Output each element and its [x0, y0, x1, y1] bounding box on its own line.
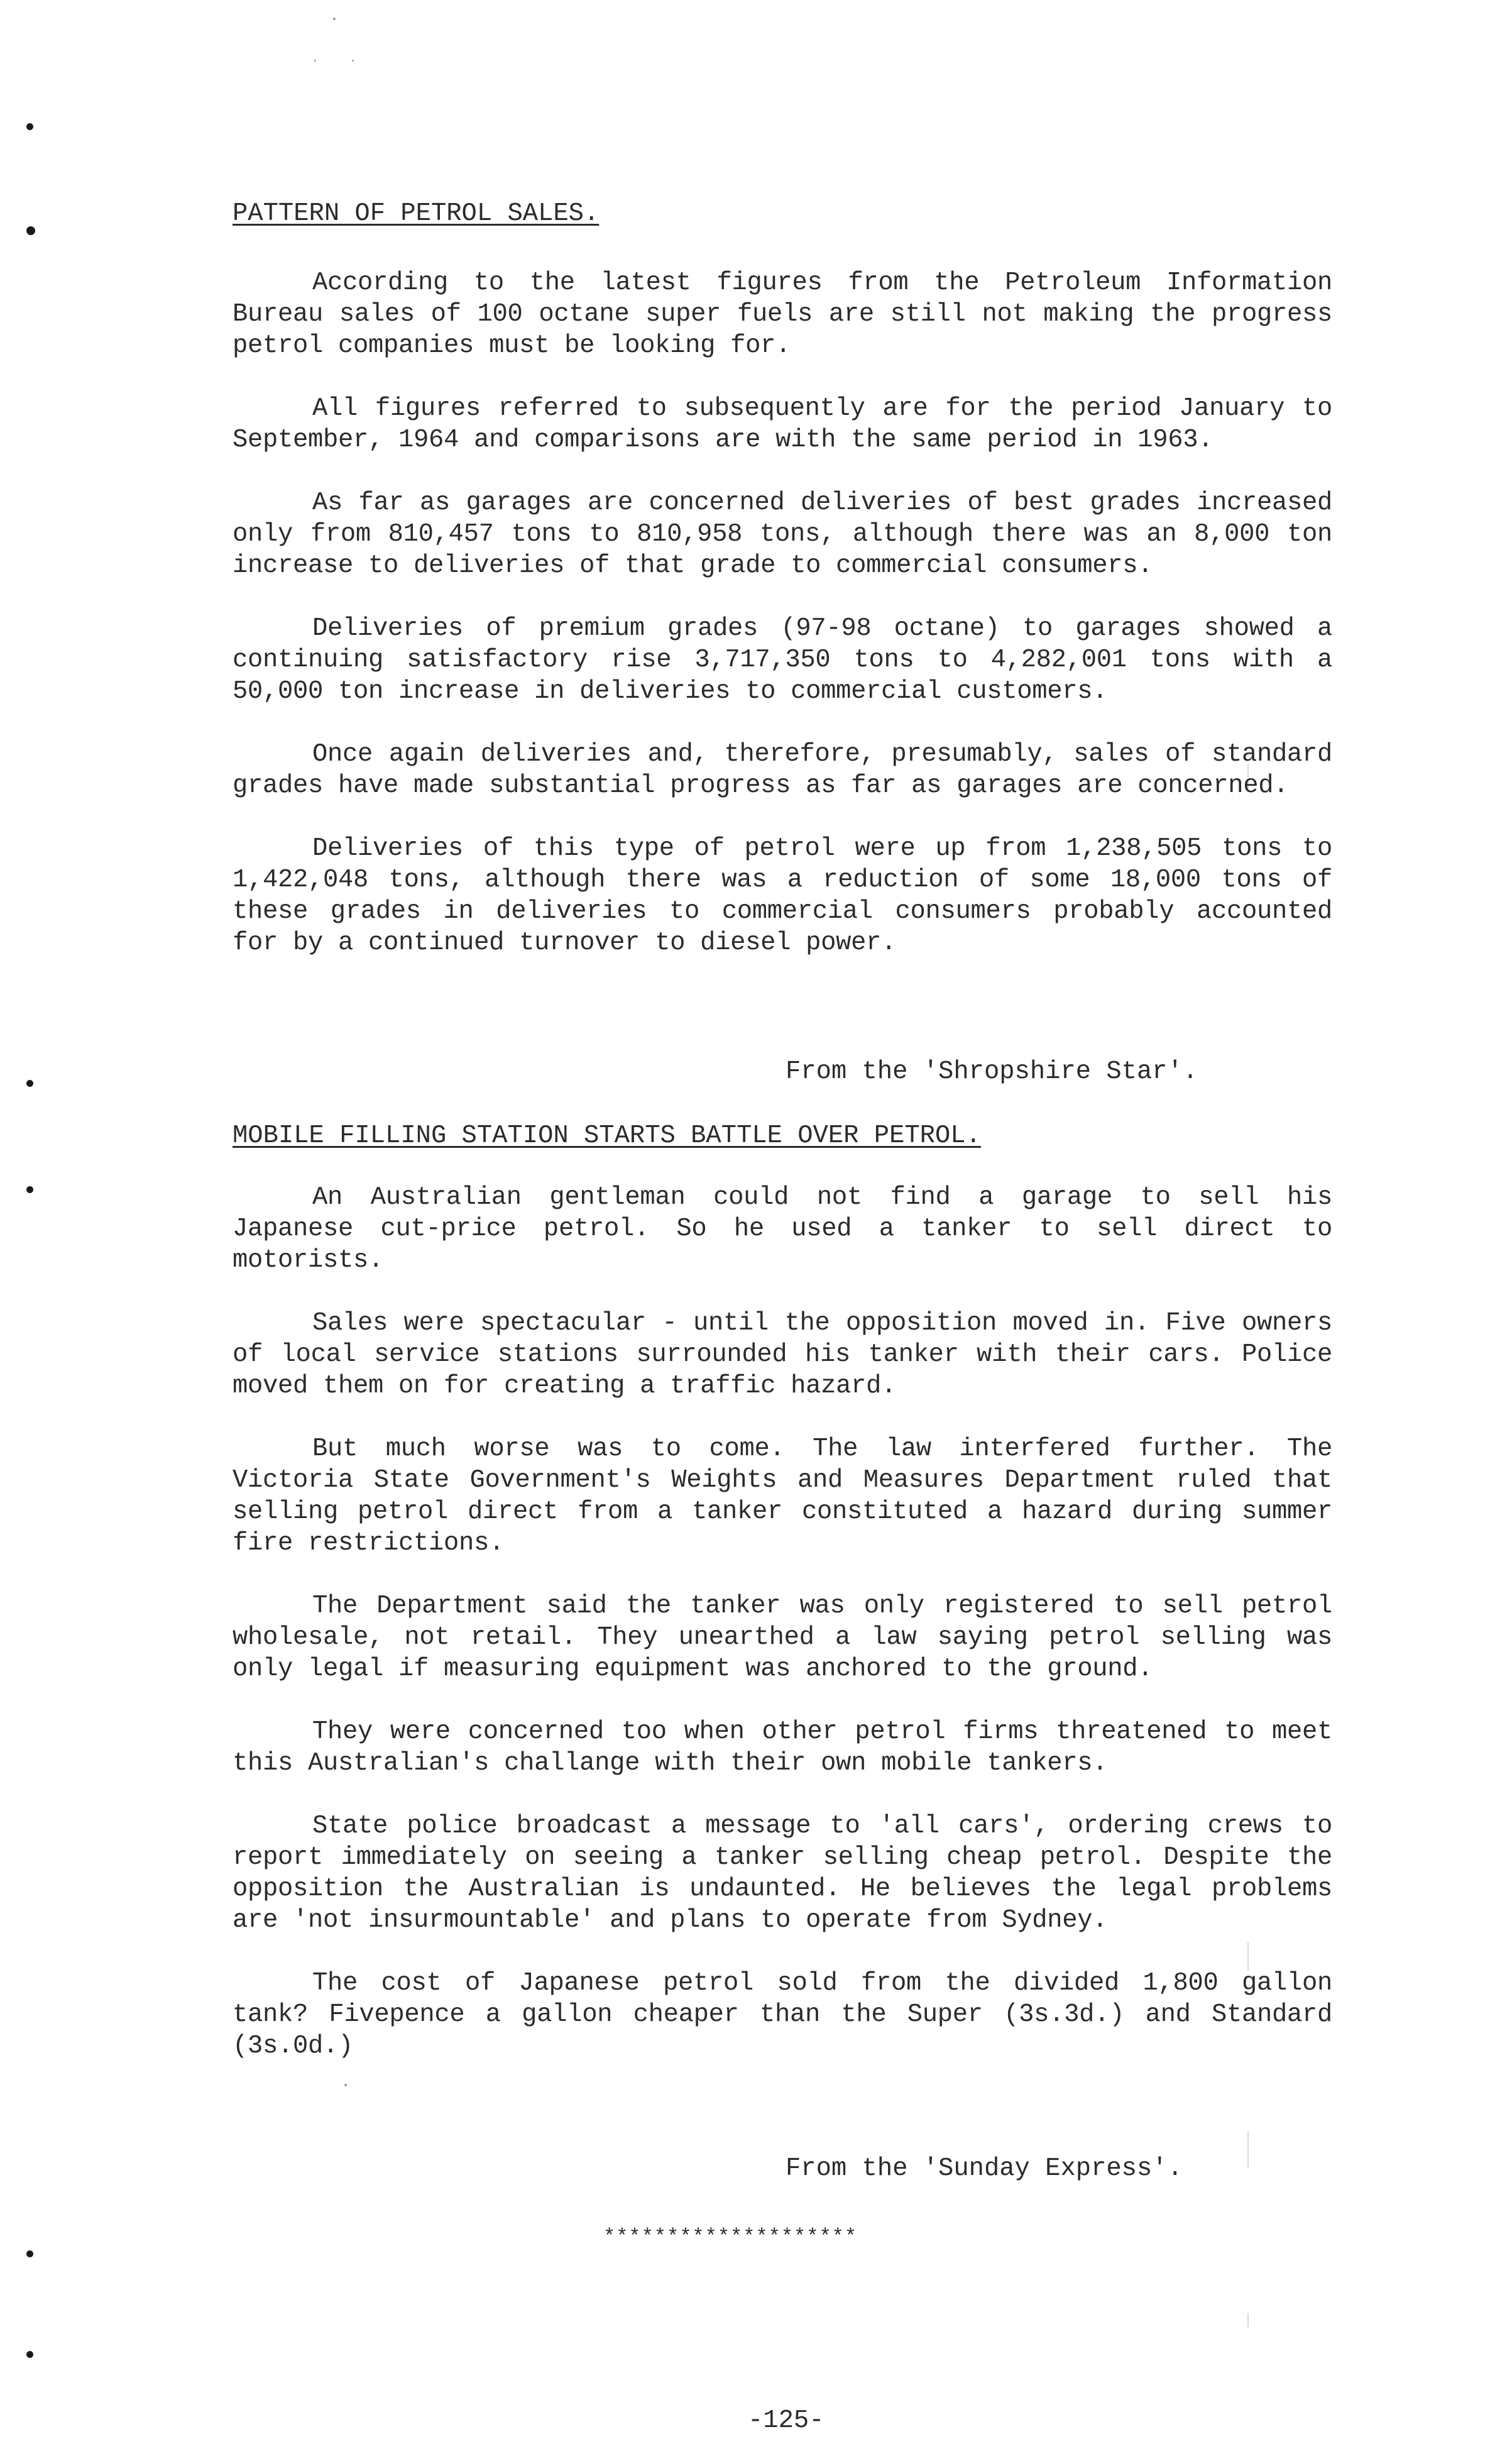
scan-speck	[333, 18, 336, 20]
article-1-paragraph: As far as garages are concerned deliveries of best grades increased only from 810,457 tons to 810,958 tons, although there was an 8,000 ton increase to deliveries of that grade to commercial consumers.	[233, 488, 1332, 580]
article-2-paragraph: But much worse was to come. The law interfered further. The Victoria State Government's Weights and Measures Department ruled that selling petrol direct from a tanker constituted a hazard during summer fire restrictions.	[233, 1434, 1332, 1558]
article-2-paragraph: They were concerned too when other petrol firms threatened to meet this Australian's challange with their own mobile tankers.	[233, 1717, 1332, 1778]
margin-mark	[26, 2351, 33, 2358]
scan-speck	[344, 2084, 347, 2086]
article-1-source: From the 'Shropshire Star'.	[786, 1057, 1198, 1086]
article-2-paragraph: An Australian gentleman could not find a garage to sell his Japanese cut-price petrol. So he used a tanker to sell direct to motorists.	[233, 1183, 1332, 1275]
article-1-paragraph: Once again deliveries and, therefore, presumably, sales of standard grades have made substantial progress as far as garages are concerned.	[233, 740, 1332, 800]
scan-line	[1247, 2131, 1249, 2169]
margin-mark	[26, 1186, 33, 1193]
article-2-paragraph: Sales were spectacular - until the opposition moved in. Five owners of local service stations surrounded his tanker with their cars. Police moved them on for creating a traffic hazard.	[233, 1309, 1332, 1401]
article-1-heading: PATTERN OF PETROL SALES.	[233, 199, 600, 228]
article-2-paragraph: State police broadcast a message to 'all cars', ordering crews to report immediately on seeing a tanker selling cheap petrol. Despite the opposition the Australian is undaunted. He believes the legal problems are 'not insurmountable' and plans to operate from Sydney.	[233, 1812, 1332, 1935]
page-number: -125-	[748, 2406, 824, 2435]
scan-speck	[314, 60, 316, 62]
article-1-body	[233, 267, 1332, 959]
article-1-paragraph: According to the latest figures from the Petroleum Information Bureau sales of 100 octane super fuels are still not making the progress petrol companies must be looking for.	[233, 268, 1332, 360]
margin-mark	[26, 2250, 33, 2257]
scan-line	[1247, 2313, 1249, 2327]
article-2-paragraph: The Department said the tanker was only registered to sell petrol wholesale, not retail. They unearthed a law saying petrol selling was only legal if measuring equipment was anchored to the ground.	[233, 1592, 1332, 1683]
article-1-paragraph: Deliveries of premium grades (97-98 octane) to garages showed a continuing satisfactory rise 3,717,350 tons to 4,282,001 tons with a 50,000 ton increase in deliveries to commercial customers.	[233, 614, 1332, 706]
article-1-paragraph: Deliveries of this type of petrol were up from 1,238,505 tons to 1,422,048 tons, although there was a reduction of some 18,000 tons of these grades in deliveries to commercial consumers probably accounted for by a continued turnover to diesel power.	[233, 834, 1332, 957]
margin-mark	[26, 123, 33, 130]
separator: ********************	[603, 2225, 858, 2249]
margin-mark	[26, 1080, 33, 1087]
article-2-source: From the 'Sunday Express'.	[786, 2154, 1183, 2183]
margin-mark	[26, 226, 35, 235]
article-2-heading: MOBILE FILLING STATION STARTS BATTLE OVER PETROL.	[233, 1121, 981, 1150]
article-1-paragraph: All figures referred to subsequently are for the period January to September, 1964 and comparisons are with the same period in 1963.	[233, 394, 1332, 454]
article-2-paragraph: The cost of Japanese petrol sold from the divided 1,800 gallon tank? Fivepence a gallon cheaper than the Super (3s.3d.) and Standard (3s.0d.)	[233, 1969, 1332, 2061]
article-2-body	[233, 1182, 1332, 2062]
scan-speck	[352, 60, 354, 62]
